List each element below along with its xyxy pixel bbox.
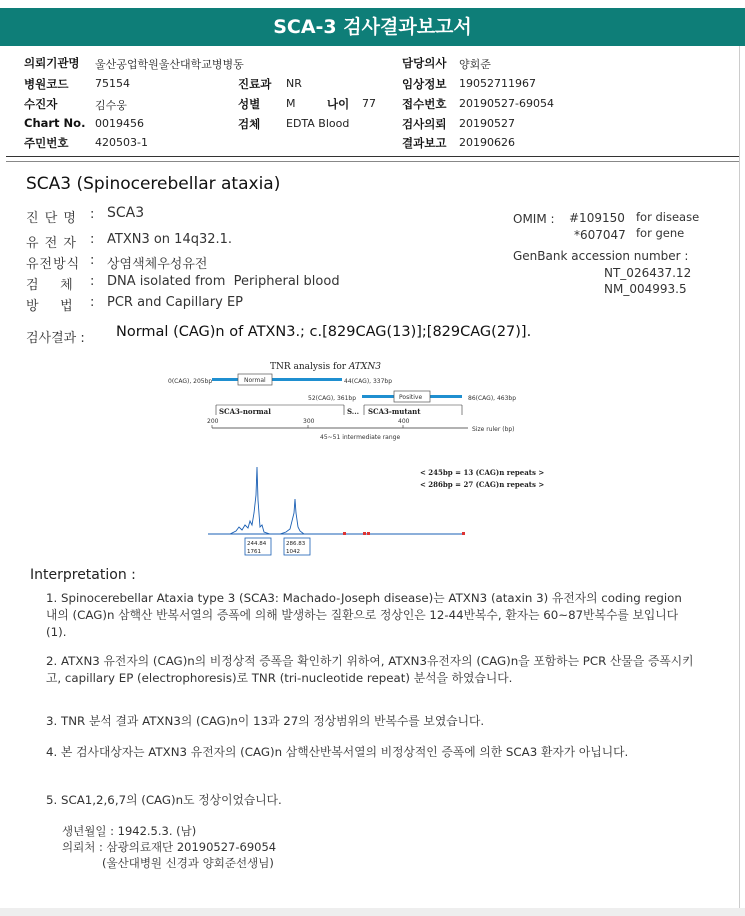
right-border <box>739 46 740 908</box>
method-value: PCR and Capillary EP <box>107 295 243 310</box>
report-date-label: 결과보고 <box>402 136 447 150</box>
normal-end-label: 44(CAG), 337bp <box>344 378 393 385</box>
interpretation-para-2: 2. ATXN3 유전자의 (CAG)n의 비정상적 증폭을 확인하기 위하여, ATXN3유전자의 (CAG)n을 포함하는 PCR 산물을 증폭시키고, capillary EP (electrophoresis)로 TNR (tri-nucleotide repeat) 분석을 하였습니다. <box>46 654 694 685</box>
sca3-normal-label: SCA3-normal <box>219 407 271 416</box>
intermediate-label: 45~51 intermediate range <box>320 434 401 441</box>
s-mid-label: S... <box>347 407 360 416</box>
dept-label: 진료과 <box>238 77 272 91</box>
red-mark <box>367 532 370 535</box>
colon: : <box>90 207 95 222</box>
tnr-title <box>270 362 381 372</box>
normal-box-label: Normal <box>244 377 266 384</box>
receipt-label: 접수번호 <box>402 97 447 111</box>
ruler-400-label: 400 <box>398 418 410 425</box>
age-label: 나이 <box>327 97 350 111</box>
sca3-mutant-label: SCA3-mutant <box>368 407 421 416</box>
age-value: 77 <box>362 97 376 110</box>
peak-2-size: 286.83 <box>286 541 306 547</box>
footer-requester: 의뢰처 : 삼광의료재단 20190527-69054 <box>62 840 277 854</box>
colon: : <box>90 253 95 268</box>
method-label: 방 법 <box>26 299 74 314</box>
sex-label: 성별 <box>238 97 261 111</box>
tnr-title-b: ATXN3 <box>348 362 381 372</box>
interpretation-para-3: 3. TNR 분석 결과 ATXN3의 (CAG)n이 13과 27의 정상범위의 반복수를 보였습니다. <box>46 714 485 728</box>
interpretation-para-4: 4. 본 검사대상자는 ATXN3 유전자의 (CAG)n 삼핵산반복서열의 비정상적인 증폭에 의한 SCA3 환자가 아닙니다. <box>46 745 629 759</box>
interpretation-para-5: 5. SCA1,2,6,7의 (CAG)n도 정상이었습니다. <box>46 793 282 807</box>
genbank-acc-1: NT_026437.12 <box>604 266 692 280</box>
gene-value: ATXN3 on 14q32.1. <box>107 232 233 247</box>
omim-gene-id: *607047 <box>574 228 626 242</box>
tnr-left-label: 0(CAG), 205bp <box>168 378 213 385</box>
colon: : <box>90 274 95 289</box>
repeat-2-label: < 286bp = 27 (CAG)n repeats > <box>420 480 545 489</box>
trace <box>208 467 464 534</box>
ruler-300-label: 300 <box>303 418 315 425</box>
omim-gene-text: for gene <box>636 226 685 240</box>
id-label: 주민번호 <box>24 136 69 150</box>
doctor-label: 담당의사 <box>402 56 447 70</box>
institution-value: 울산공업학원울산대학교병병동 <box>95 58 244 71</box>
positive-box-label: Positive <box>399 394 423 401</box>
dept-value: NR <box>286 77 302 90</box>
peak-1-height: 1761 <box>247 549 261 555</box>
request-date-label: 검사의뢰 <box>402 117 447 131</box>
normal-bar <box>212 378 342 381</box>
institution-label: 의뢰기관명 <box>24 56 80 70</box>
report-date-value: 20190626 <box>459 136 515 149</box>
receipt-value: 20190527-69054 <box>459 97 554 110</box>
hospital-code-label: 병원코드 <box>24 77 69 91</box>
omim-disease-text: for disease <box>636 210 700 224</box>
electropherogram <box>200 455 550 560</box>
specimen-field-value: DNA isolated from Peripheral blood <box>107 274 340 289</box>
repeat-1-label: < 245bp = 13 (CAG)n repeats > <box>420 468 545 477</box>
inheritance-value: 상염색체우성유전 <box>107 257 208 272</box>
report-title: SCA-3 검사결과보고서 <box>0 8 745 46</box>
inheritance-label: 유전방식 <box>26 257 81 272</box>
omim-disease-id: #109150 <box>569 211 625 225</box>
ruler-label: Size ruler (bp) <box>472 426 515 433</box>
footer-birth: 생년월일 : 1942.5.3. (남) <box>62 824 197 838</box>
mut-start-label: 52(CAG), 361bp <box>308 395 357 402</box>
mut-end-label: 86(CAG), 463bp <box>468 395 517 402</box>
ruler-200-label: 200 <box>207 418 219 425</box>
genbank-label: GenBank accession number : <box>513 249 689 263</box>
genbank-acc-2: NM_004993.5 <box>604 282 687 296</box>
request-date-value: 20190527 <box>459 117 515 130</box>
red-mark <box>343 532 346 535</box>
chart-value: 0019456 <box>95 117 144 130</box>
diagnosis-label: 진 단 명 <box>26 211 77 226</box>
footer-note: (울산대병원 신경과 양회준선생님) <box>102 856 274 870</box>
diagnosis-value: SCA3 <box>107 205 145 221</box>
doctor-value: 양회준 <box>459 58 491 71</box>
clinical-label: 임상정보 <box>402 77 447 91</box>
chart-label: Chart No. <box>24 116 86 130</box>
hospital-code-value: 75154 <box>95 77 130 90</box>
result-label: 검사결과 : <box>26 331 85 346</box>
peak-2-height: 1042 <box>286 549 300 555</box>
gene-label: 유 전 자 <box>26 236 77 251</box>
specimen-label: 검체 <box>238 117 261 131</box>
red-mark <box>363 532 366 535</box>
clinical-value: 19052711967 <box>459 77 536 90</box>
red-mark <box>462 532 465 535</box>
patient-value: 김수웅 <box>95 99 127 112</box>
specimen-value: EDTA Blood <box>286 117 350 130</box>
omim-label: OMIM : <box>513 212 555 226</box>
header-divider-2 <box>6 161 739 162</box>
sex-value: M <box>286 97 296 110</box>
interpretation-para-1: 1. Spinocerebellar Ataxia type 3 (SCA3: Machado-Joseph disease)는 ATXN3 (ataxin 3) 유전자의 coding region 내의 (CAG)n 삼핵산 반복서열의 증폭에 의해 발생하는 질환으로 정상인은 12-44반복수, 환자는 60~87반복수를 보입니다 (1). <box>46 591 682 639</box>
result-value: Normal (CAG)n of ATXN3.; c.[829CAG(13)];[829CAG(27)]. <box>116 324 532 340</box>
colon: : <box>90 232 95 247</box>
header-divider-1 <box>6 156 739 157</box>
tnr-diagram <box>150 355 550 445</box>
patient-label: 수진자 <box>24 97 58 111</box>
page-bottom-strip <box>0 908 745 916</box>
peak-1-size: 244.84 <box>247 541 267 547</box>
colon: : <box>90 295 95 310</box>
id-value: 420503-1 <box>95 136 148 149</box>
specimen-field-label: 검 체 <box>26 278 74 293</box>
interpretation-title: Interpretation : <box>30 567 136 583</box>
section-title: SCA3 (Spinocerebellar ataxia) <box>26 174 281 194</box>
tnr-title-a: TNR analysis for <box>270 362 349 372</box>
